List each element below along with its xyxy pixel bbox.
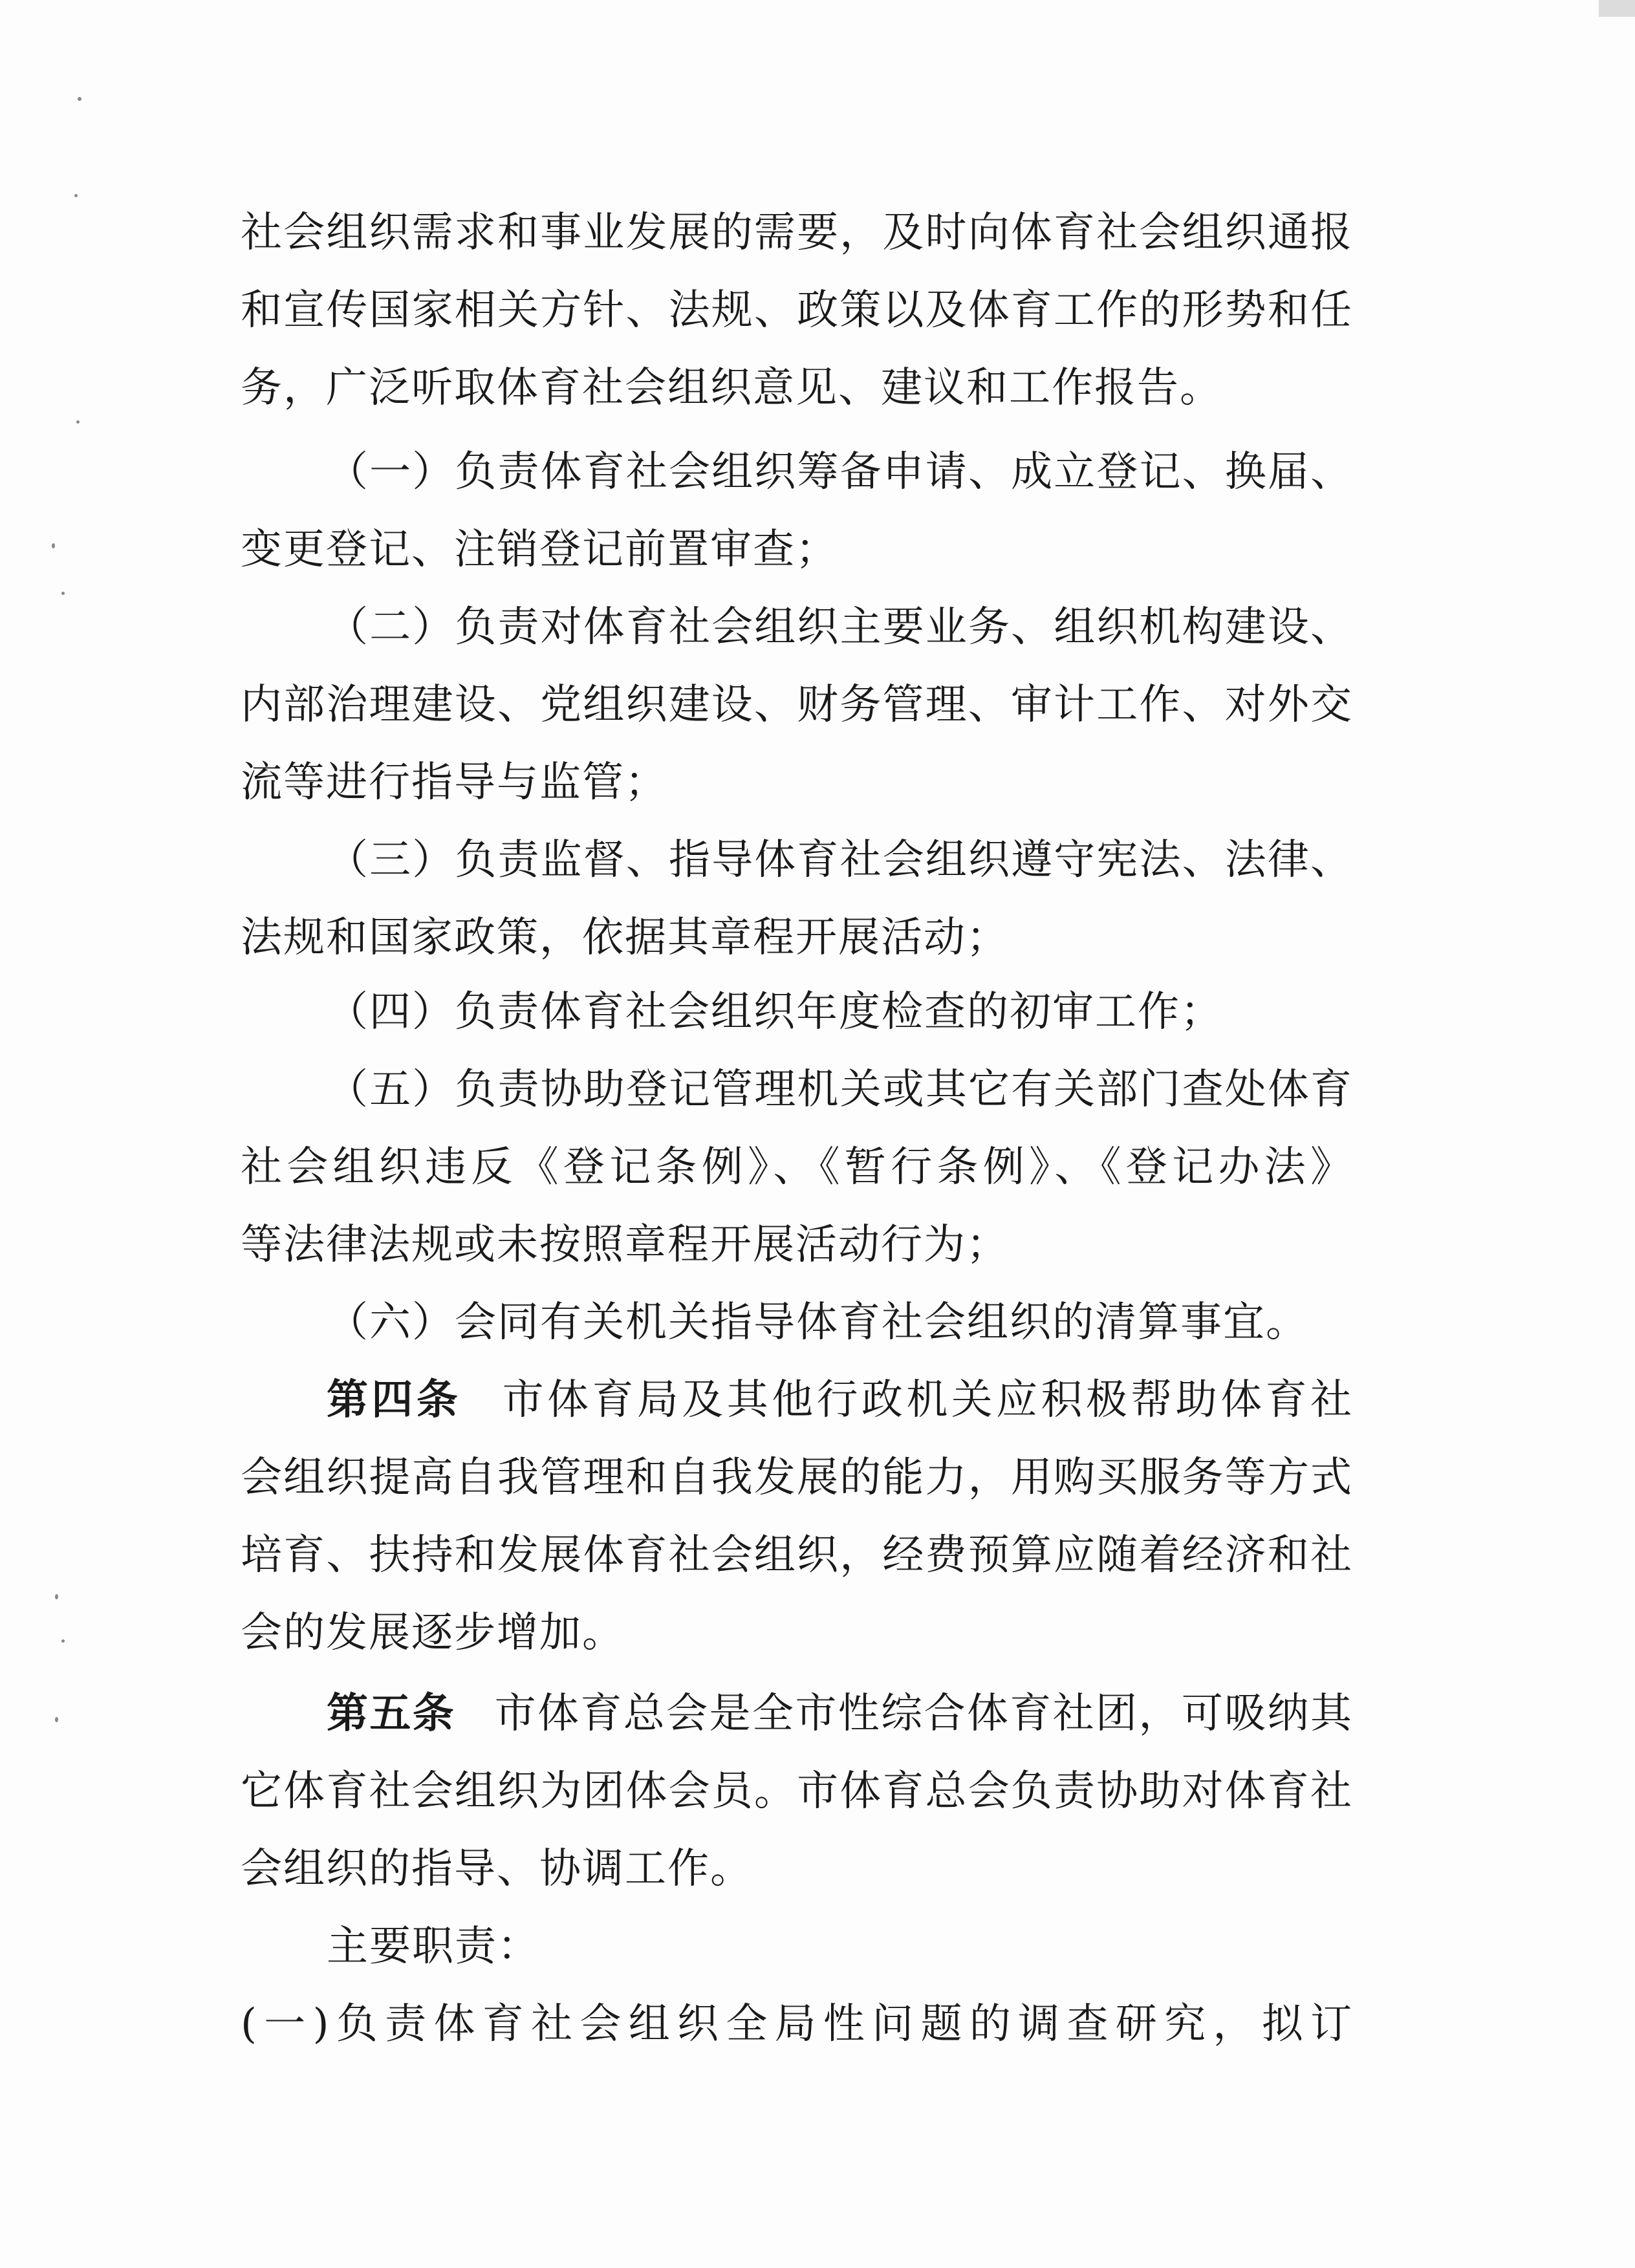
text-line: （一）负责体育社会组织筹备申请、成立登记、换届、 bbox=[327, 448, 1353, 496]
text-line: 法规和国家政策，依据其章程开展活动； bbox=[241, 914, 1009, 962]
scan-speck bbox=[76, 420, 80, 424]
article-five-first-line bbox=[327, 1675, 1353, 1766]
scan-speck bbox=[61, 592, 65, 595]
text-line: 流等进行指导与监管； bbox=[241, 759, 667, 806]
article-four-label: 第四条 bbox=[327, 1376, 462, 1424]
text-line: （五）负责协助登记管理机关或其它有关部门查处体育 bbox=[327, 1066, 1353, 1114]
text-line: （三）负责监督、指导体育社会组织遵守宪法、法律、 bbox=[327, 836, 1353, 884]
text-line: 社会组织违反《登记条例》、《暂行条例》、《登记办法》 bbox=[241, 1143, 1353, 1191]
text-line: 会组织的指导、协调工作。 bbox=[241, 1845, 753, 1893]
text-line: 会组织提高自我管理和自我发展的能力，用购买服务等方式 bbox=[241, 1454, 1353, 1502]
text-line: 它体育社会组织为团体会员。市体育总会负责协助对体育社 bbox=[241, 1767, 1353, 1815]
text-line: 会的发展逐步增加。 bbox=[241, 1609, 625, 1657]
text-line: （二）负责对体育社会组织主要业务、组织机构建设、 bbox=[327, 603, 1353, 651]
scan-speck bbox=[61, 1639, 65, 1643]
text-line: (一)负责体育社会组织全局性问题的调查研究，拟订 bbox=[241, 2000, 1353, 2048]
scan-speck bbox=[74, 194, 78, 197]
scan-speck bbox=[55, 1717, 58, 1722]
text-line: 市体育局及其他行政机关应积极帮助体育社 bbox=[500, 1376, 1353, 1424]
text-line: 内部治理建设、党组织建设、财务管理、审计工作、对外交 bbox=[241, 681, 1353, 729]
text-line: 等法律法规或未按照章程开展活动行为； bbox=[241, 1221, 1009, 1269]
article-five-label: 第五条 bbox=[327, 1689, 456, 1738]
scan-speck bbox=[52, 543, 55, 548]
text-line: 社会组织需求和事业发展的需要，及时向体育社会组织通报 bbox=[241, 209, 1353, 257]
scan-speck bbox=[55, 1594, 58, 1599]
text-line: 和宣传国家相关方针、法规、政策以及体育工作的形势和任 bbox=[241, 286, 1353, 334]
text-line: 变更登记、注销登记前置审查； bbox=[241, 526, 838, 574]
scan-speck bbox=[78, 97, 81, 101]
article-four-first-line bbox=[327, 1361, 1353, 1452]
text-line: 主要职责： bbox=[327, 1923, 540, 1971]
text-line: 市体育总会是全市性综合体育社团，可吸纳其 bbox=[494, 1690, 1353, 1738]
text-line: （四）负责体育社会组织年度检查的初审工作； bbox=[327, 988, 1223, 1036]
scan-edge-mark bbox=[1599, 0, 1635, 17]
text-line: 培育、扶持和发展体育社会组织，经费预算应随着经济和社 bbox=[241, 1531, 1353, 1579]
text-line: （六）会同有关机关指导体育社会组织的清算事宜。 bbox=[327, 1299, 1308, 1346]
text-line: 务，广泛听取体育社会组织意见、建议和工作报告。 bbox=[241, 364, 1222, 412]
